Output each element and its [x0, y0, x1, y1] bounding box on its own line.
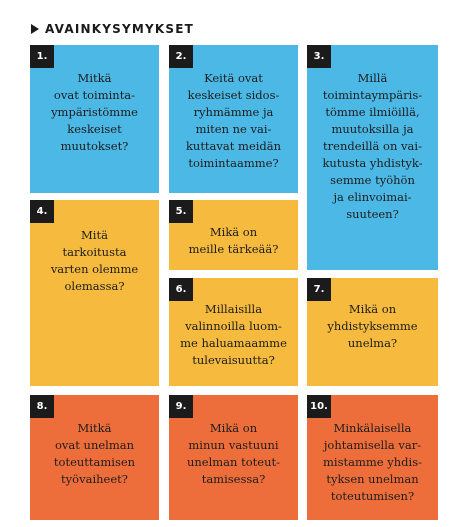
card-number: 1.	[30, 45, 54, 68]
card-number: 4.	[30, 200, 54, 223]
card-number: 6.	[169, 278, 193, 301]
triangle-bullet-icon	[31, 24, 39, 34]
question-text: Keitä ovat keskeiset sidos- ryhmämme ja miten ne vai- kuttavat meidän toimintaamme?	[185, 71, 282, 170]
question-card-1	[30, 45, 159, 193]
card-number: 2.	[169, 45, 193, 68]
question-text: Millä toimintaympäris- tömme ilmiöillä, muutoksilla ja trendeillä on vai- kutusta yhdistyk- semme työhön ja elinvoimai- suuteen?	[322, 71, 423, 221]
question-text: Mitkä ovat toiminta- ympäristömme keskeiset muutokset?	[51, 71, 138, 153]
card-number: 9.	[169, 395, 193, 418]
question-text: Mikä on yhdistyksemme unelma?	[327, 302, 418, 350]
question-card-4	[30, 200, 159, 386]
question-card-6	[169, 278, 298, 386]
question-card-2	[169, 45, 298, 193]
question-text: Mikä on meille tärkeää?	[188, 225, 279, 256]
question-card-10	[307, 395, 438, 520]
question-card-7	[307, 278, 438, 386]
card-number: 8.	[30, 395, 54, 418]
question-text: Mitkä ovat unelman toteuttamisen työvaiheet?	[53, 421, 136, 486]
card-number: 7.	[307, 278, 331, 301]
question-card-9	[169, 395, 298, 520]
question-card-3	[307, 45, 438, 270]
question-text: Mikä on minun vastuuni unelman toteut- tamisessa?	[186, 421, 280, 486]
question-card-8	[30, 395, 159, 520]
question-text: Minkälaisella johtamisella var- mistamme yhdis- tyksen unelman toteutumisen?	[323, 421, 422, 503]
question-card-5	[169, 200, 298, 270]
section-heading-label: AVAINKYSYMYKSET	[45, 22, 195, 36]
question-text: Mitä tarkoitusta varten olemme olemassa?	[50, 228, 139, 293]
card-number: 5.	[169, 200, 193, 223]
card-number: 10.	[307, 395, 331, 418]
card-number: 3.	[307, 45, 331, 68]
question-text: Millaisilla valinnoilla luom- me haluamaamme tulevaisuutta?	[180, 302, 287, 367]
section-heading	[31, 22, 194, 36]
